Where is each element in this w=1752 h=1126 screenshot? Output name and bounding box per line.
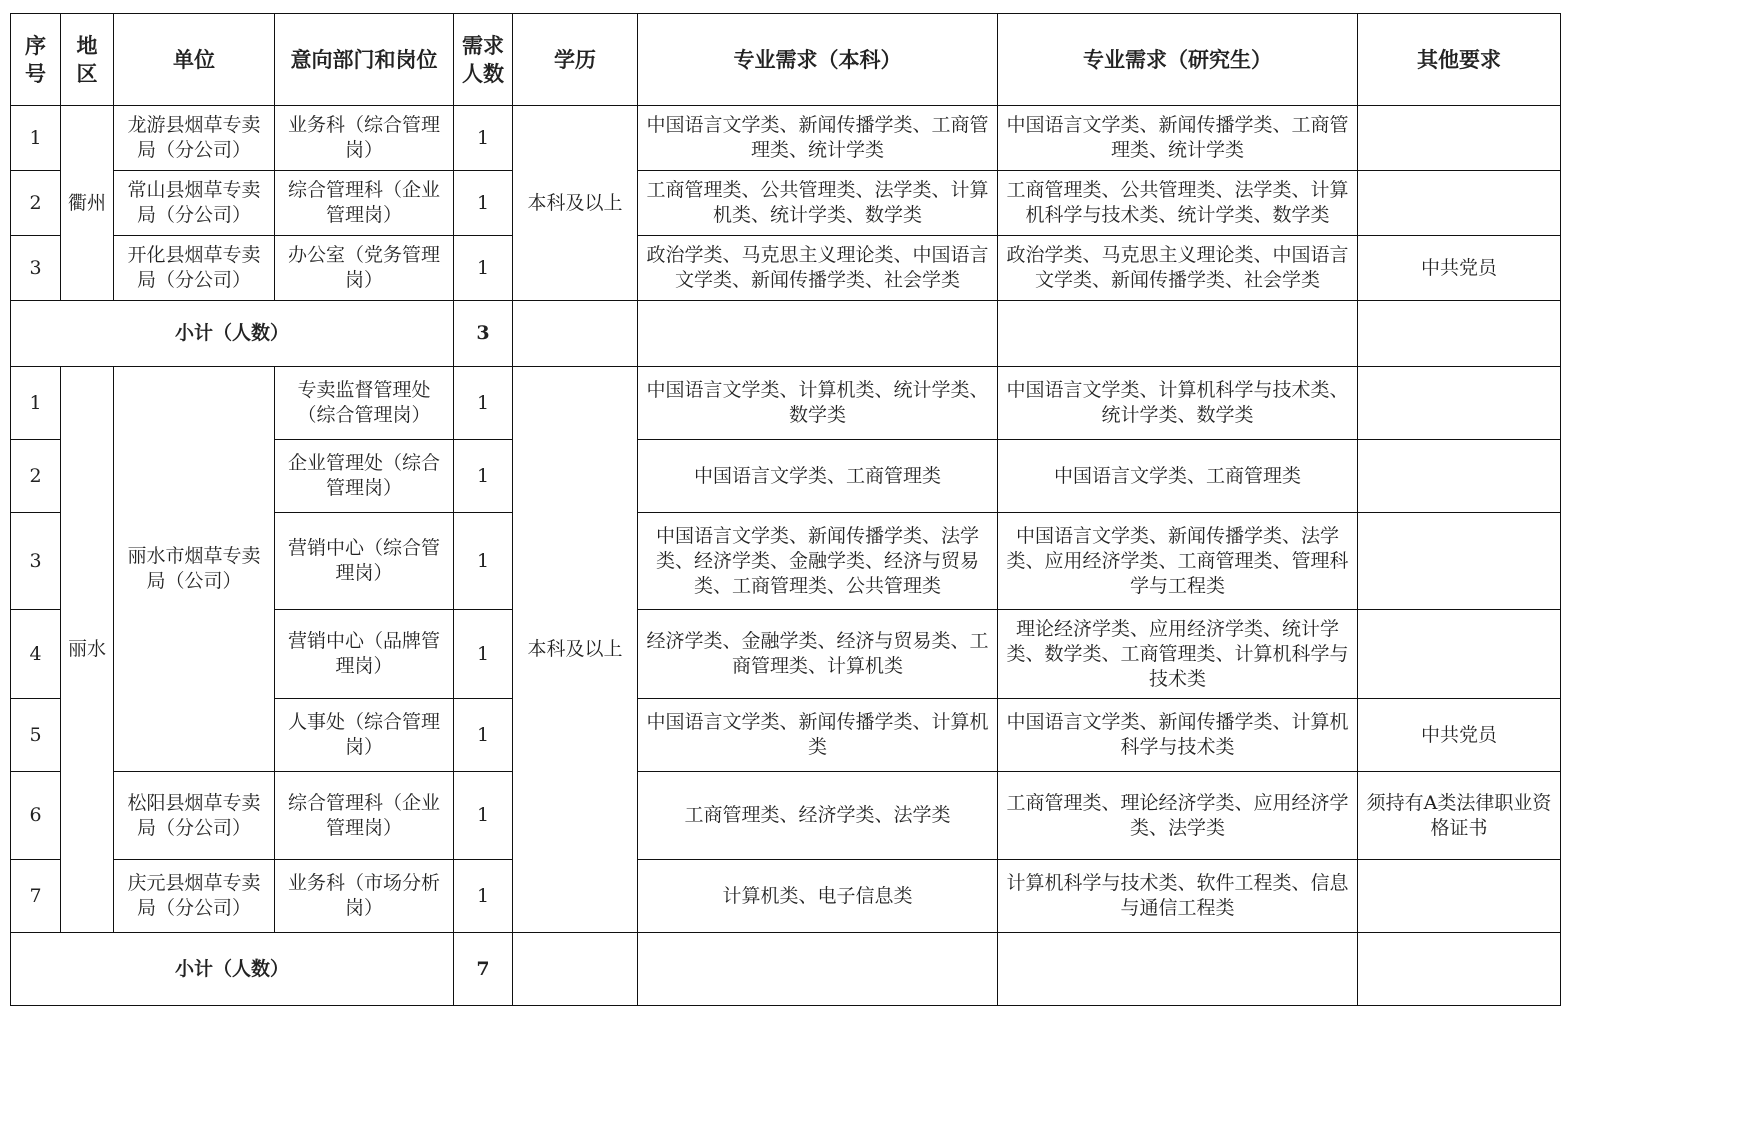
recruitment-table (10, 13, 1561, 1006)
cell-seq: 1 (11, 106, 61, 171)
cell-count: 1 (454, 236, 513, 301)
cell-seq: 2 (11, 440, 61, 513)
header-unit: 单位 (114, 14, 275, 106)
cell-major-graduate: 中国语言文学类、新闻传播学类、计算机科学与技术类 (998, 699, 1358, 772)
subtotal-label: 小计（人数） (11, 301, 454, 367)
header-row (11, 14, 1561, 106)
header-region: 地区 (61, 14, 114, 106)
cell-seq: 3 (11, 513, 61, 610)
cell-other (1358, 171, 1561, 236)
cell-seq: 3 (11, 236, 61, 301)
header-dept: 意向部门和岗位 (275, 14, 454, 106)
cell-seq: 1 (11, 367, 61, 440)
cell-major-graduate: 政治学类、马克思主义理论类、中国语言文学类、新闻传播学类、社会学类 (998, 236, 1358, 301)
cell-unit: 庆元县烟草专卖局（分公司） (114, 860, 275, 933)
cell-major-bachelor: 政治学类、马克思主义理论类、中国语言文学类、新闻传播学类、社会学类 (638, 236, 998, 301)
subtotal-value: 3 (454, 301, 513, 367)
empty-cell (638, 933, 998, 1006)
cell-dept: 营销中心（综合管理岗） (275, 513, 454, 610)
cell-seq: 2 (11, 171, 61, 236)
cell-dept: 企业管理处（综合管理岗） (275, 440, 454, 513)
cell-count: 1 (454, 860, 513, 933)
subtotal-label: 小计（人数） (11, 933, 454, 1006)
header-count: 需求 人数 (454, 14, 513, 106)
cell-major-graduate: 中国语言文学类、计算机科学与技术类、统计学类、数学类 (998, 367, 1358, 440)
cell-dept: 综合管理科（企业管理岗） (275, 171, 454, 236)
cell-count: 1 (454, 171, 513, 236)
cell-unit: 开化县烟草专卖局（分公司） (114, 236, 275, 301)
cell-count: 1 (454, 106, 513, 171)
empty-cell (513, 933, 638, 1006)
header-major-bachelor: 专业需求（本科） (638, 14, 998, 106)
empty-cell (1358, 301, 1561, 367)
cell-education: 本科及以上 (513, 367, 638, 933)
cell-unit: 丽水市烟草专卖局（公司） (114, 367, 275, 772)
cell-major-graduate: 中国语言文学类、新闻传播学类、法学类、应用经济学类、工商管理类、管理科学与工程类 (998, 513, 1358, 610)
cell-major-bachelor: 中国语言文学类、工商管理类 (638, 440, 998, 513)
cell-dept: 综合管理科（企业管理岗） (275, 772, 454, 860)
subtotal-row (11, 301, 1561, 367)
header-major-graduate: 专业需求（研究生） (998, 14, 1358, 106)
cell-seq: 7 (11, 860, 61, 933)
cell-major-bachelor: 中国语言文学类、新闻传播学类、工商管理类、统计学类 (638, 106, 998, 171)
table-row (11, 236, 1561, 301)
cell-major-bachelor: 经济学类、金融学类、经济与贸易类、工商管理类、计算机类 (638, 610, 998, 699)
cell-dept: 办公室（党务管理岗） (275, 236, 454, 301)
empty-cell (998, 933, 1358, 1006)
cell-seq: 4 (11, 610, 61, 699)
cell-dept: 人事处（综合管理岗） (275, 699, 454, 772)
cell-major-graduate: 中国语言文学类、工商管理类 (998, 440, 1358, 513)
cell-major-graduate: 工商管理类、公共管理类、法学类、计算机科学与技术类、统计学类、数学类 (998, 171, 1358, 236)
empty-cell (1358, 933, 1561, 1006)
cell-major-graduate: 工商管理类、理论经济学类、应用经济学类、法学类 (998, 772, 1358, 860)
cell-other: 中共党员 (1358, 699, 1561, 772)
cell-region: 丽水 (61, 367, 114, 933)
cell-other (1358, 610, 1561, 699)
cell-count: 1 (454, 440, 513, 513)
cell-dept: 业务科（综合管理岗） (275, 106, 454, 171)
cell-count: 1 (454, 513, 513, 610)
empty-cell (998, 301, 1358, 367)
header-education: 学历 (513, 14, 638, 106)
table-row (11, 106, 1561, 171)
cell-unit: 常山县烟草专卖局（分公司） (114, 171, 275, 236)
cell-education: 本科及以上 (513, 106, 638, 301)
table-row (11, 367, 1561, 440)
cell-count: 1 (454, 610, 513, 699)
cell-major-bachelor: 工商管理类、经济学类、法学类 (638, 772, 998, 860)
cell-seq: 5 (11, 699, 61, 772)
cell-dept: 业务科（市场分析岗） (275, 860, 454, 933)
cell-major-graduate: 理论经济学类、应用经济学类、统计学类、数学类、工商管理类、计算机科学与技术类 (998, 610, 1358, 699)
cell-other: 中共党员 (1358, 236, 1561, 301)
empty-cell (513, 301, 638, 367)
cell-unit: 龙游县烟草专卖局（分公司） (114, 106, 275, 171)
cell-major-bachelor: 工商管理类、公共管理类、法学类、计算机类、统计学类、数学类 (638, 171, 998, 236)
cell-other (1358, 513, 1561, 610)
cell-count: 1 (454, 772, 513, 860)
cell-other: 须持有A类法律职业资格证书 (1358, 772, 1561, 860)
subtotal-value: 7 (454, 933, 513, 1006)
cell-other (1358, 440, 1561, 513)
cell-region: 衢州 (61, 106, 114, 301)
table-row (11, 860, 1561, 933)
header-seq: 序号 (11, 14, 61, 106)
empty-cell (638, 301, 998, 367)
subtotal-row (11, 933, 1561, 1006)
cell-other (1358, 860, 1561, 933)
cell-major-graduate: 中国语言文学类、新闻传播学类、工商管理类、统计学类 (998, 106, 1358, 171)
cell-other (1358, 367, 1561, 440)
cell-seq: 6 (11, 772, 61, 860)
cell-count: 1 (454, 367, 513, 440)
cell-dept: 营销中心（品牌管理岗） (275, 610, 454, 699)
cell-major-bachelor: 中国语言文学类、新闻传播学类、法学类、经济学类、金融学类、经济与贸易类、工商管理类、公共管理类 (638, 513, 998, 610)
table-row (11, 171, 1561, 236)
header-other: 其他要求 (1358, 14, 1561, 106)
cell-major-bachelor: 计算机类、电子信息类 (638, 860, 998, 933)
cell-unit: 松阳县烟草专卖局（分公司） (114, 772, 275, 860)
cell-count: 1 (454, 699, 513, 772)
cell-major-bachelor: 中国语言文学类、新闻传播学类、计算机类 (638, 699, 998, 772)
cell-other (1358, 106, 1561, 171)
cell-dept: 专卖监督管理处（综合管理岗） (275, 367, 454, 440)
cell-major-bachelor: 中国语言文学类、计算机类、统计学类、数学类 (638, 367, 998, 440)
table-row (11, 772, 1561, 860)
cell-major-graduate: 计算机科学与技术类、软件工程类、信息与通信工程类 (998, 860, 1358, 933)
